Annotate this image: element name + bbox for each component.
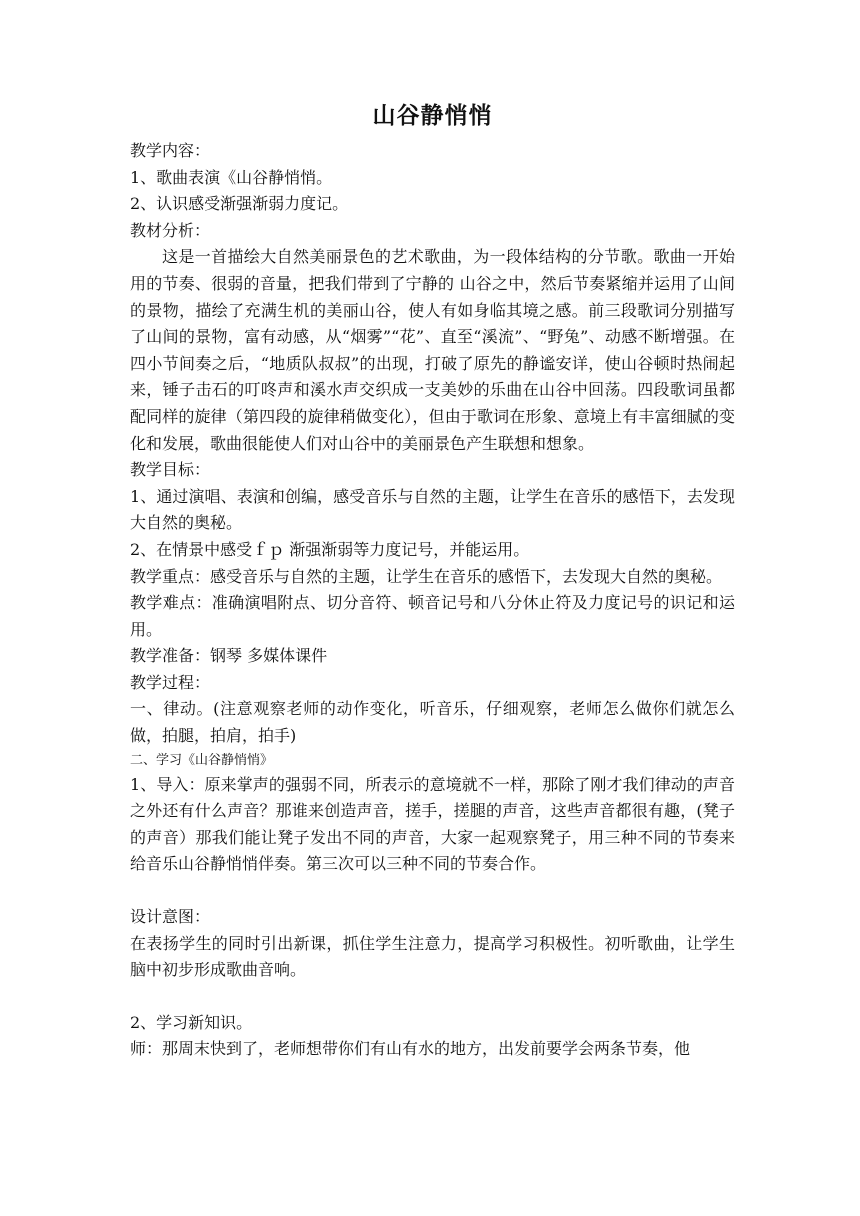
goal-item-1: 1、通过演唱、表演和创编，感受音乐与自然的主题，让学生在音乐的感悟下，去发现大自然的奥秘。 — [130, 486, 735, 533]
process-step-1: 一、律动。(注意观察老师的动作变化，听音乐，仔细观察，老师怎么做你们就怎么做，拍腿，拍肩，拍手) — [130, 699, 735, 746]
difficult-points: 教学难点：准确演唱附点、切分音符、顿音记号和八分休止符及力度记号的识记和运用。 — [130, 593, 735, 639]
section-heading-analysis: 教材分析： — [130, 220, 211, 240]
process-step-2-heading: 二、学习《山谷静悄悄》 — [130, 752, 274, 768]
blank-line — [130, 984, 735, 1010]
document-body — [130, 100, 735, 1063]
design-intent-heading: 设计意图： — [130, 907, 211, 927]
content-item-1: 1、歌曲表演《山谷静悄悄。 — [130, 167, 333, 187]
teacher-paragraph: 师：那周末快到了，老师想带你们有山有水的地方，出发前要学会两条节奏，他 — [130, 1039, 691, 1059]
blank-line — [130, 878, 735, 904]
page-title: 山谷静悄悄 — [372, 103, 493, 129]
preparation: 教学准备：钢琴 多媒体课件 — [130, 646, 328, 666]
analysis-paragraph: 这是一首描绘大自然美丽景色的艺术歌曲，为一段体结构的分节歌。歌曲一开始用的节奏、很弱的音量，把我们带到了宁静的 山谷之中，然后节奏紧缩并运用了山间的景物，描绘了充满生机的美丽山谷，使人有如身临其境之感。前三段歌词分别描写了山间的景物，富有动感，从“烟雾”“花”、直至“溪流”、“野兔”、动感不断增强。在四小节间奏之后，“地质队叔叔”的出现，打破了原先的静谧安详，使山谷顿时热闹起来，锤子击石的叮咚声和溪水声交织成一支美妙的乐曲在山谷中回荡。四段歌词虽都配同样的旋律（第四段的旋律稍做变化），但由于歌词在形象、意境上有丰富细腻的变化和发展，歌曲很能使人们对山谷中的美丽景色产生联想和想象。 — [130, 247, 735, 453]
design-intent-paragraph: 在表扬学生的同时引出新课，抓住学生注意力，提高学习积极性。初听歌曲，让学生脑中初步形成歌曲音响。 — [130, 933, 735, 980]
goal-item-2: 2、在情景中感受ｆｐ 渐强渐弱等力度记号，并能运用。 — [130, 539, 530, 559]
new-knowledge-heading: 2、学习新知识。 — [130, 1012, 253, 1032]
key-points: 教学重点：感受音乐与自然的主题，让学生在音乐的感悟下，去发现大自然的奥秘。 — [130, 566, 723, 586]
section-heading-goals: 教学目标： — [130, 460, 211, 480]
section-heading-content: 教学内容： — [130, 141, 211, 160]
section-heading-process: 教学过程： — [130, 672, 211, 692]
intro-paragraph: 1、导入：原来掌声的强弱不同，所表示的意境就不一样，那除了刚才我们律动的声音之外还有什么声音？那谁来创造声音，搓手，搓腿的声音，这些声音都很有趣，(凳子的声音）那我们能让凳子发出不同的声音，大家一起观察凳子，用三种不同的节奏来给音乐山谷静悄悄伴奏。第三次可以三种不同的节奏合作。 — [130, 774, 735, 874]
content-item-2: 2、认识感受渐强渐弱力度记。 — [130, 194, 349, 214]
